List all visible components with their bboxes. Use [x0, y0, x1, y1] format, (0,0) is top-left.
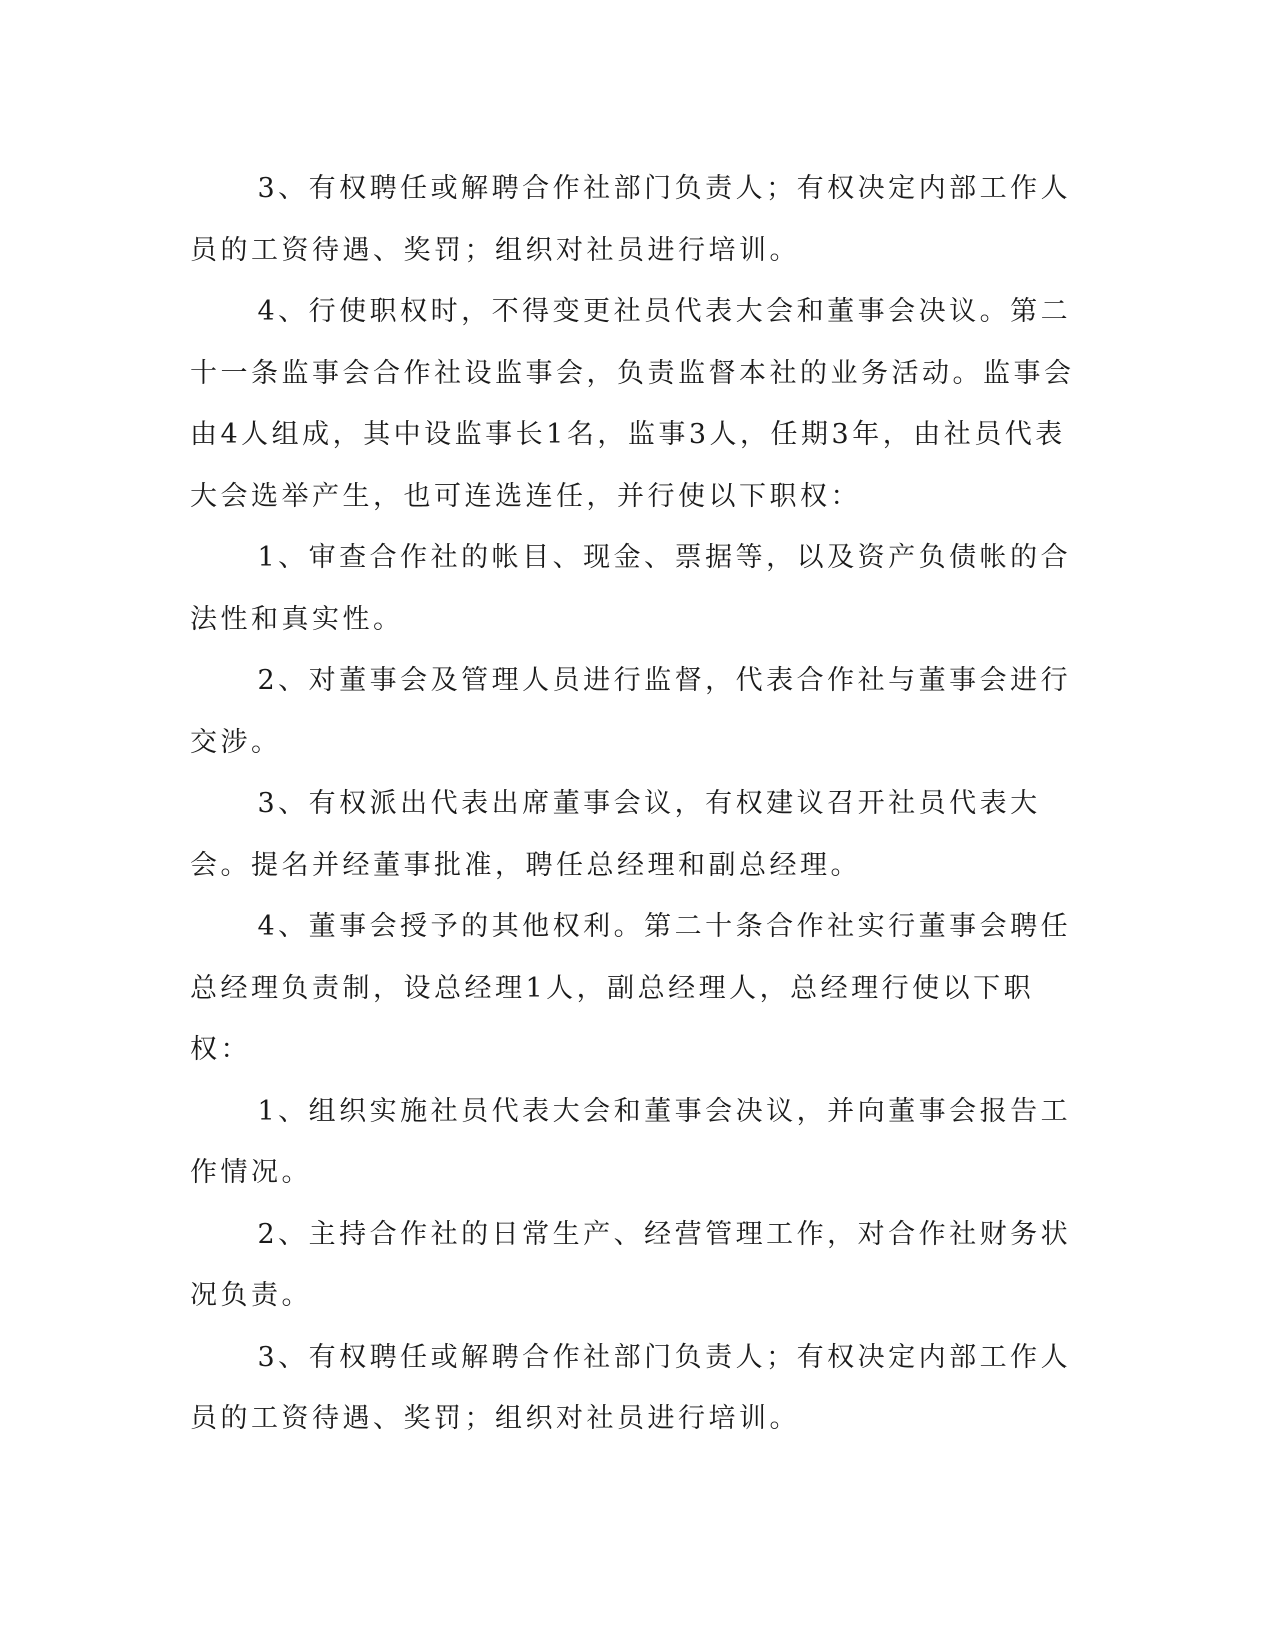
paragraph: 1、组织实施社员代表大会和董事会决议，并向董事会报告工作情况。	[190, 1095, 1072, 1188]
paragraph: 3、有权聘任或解聘合作社部门负责人；有权决定内部工作人员的工资待遇、奖罚；组织对社员进行培训。	[190, 1341, 1072, 1434]
paragraph: 2、对董事会及管理人员进行监督，代表合作社与董事会进行交涉。	[190, 665, 1072, 758]
paragraph: 3、有权派出代表出席董事会议，有权建议召开社员代表大会。提名并经董事批准，聘任总经理和副总经理。	[190, 788, 1041, 881]
paragraph: 3、有权聘任或解聘合作社部门负责人；有权决定内部工作人员的工资待遇、奖罚；组织对社员进行培训。	[190, 173, 1072, 266]
paragraph: 4、行使职权时，不得变更社员代表大会和董事会决议。第二十一条监事会合作社设监事会，负责监督本社的业务活动。监事会由4人组成，其中设监事长1名，监事3人，任期3年，由社员代表大会选举产生，也可连选连任，并行使以下职权：	[190, 296, 1075, 512]
paragraph: 1、审查合作社的帐目、现金、票据等，以及资产负债帐的合法性和真实性。	[190, 542, 1072, 635]
document-body	[190, 158, 1080, 1450]
paragraph: 2、主持合作社的日常生产、经营管理工作，对合作社财务状况负责。	[190, 1218, 1072, 1311]
paragraph: 4、董事会授予的其他权利。第二十条合作社实行董事会聘任总经理负责制，设总经理1人，副总经理人，总经理行使以下职权：	[190, 911, 1072, 1065]
